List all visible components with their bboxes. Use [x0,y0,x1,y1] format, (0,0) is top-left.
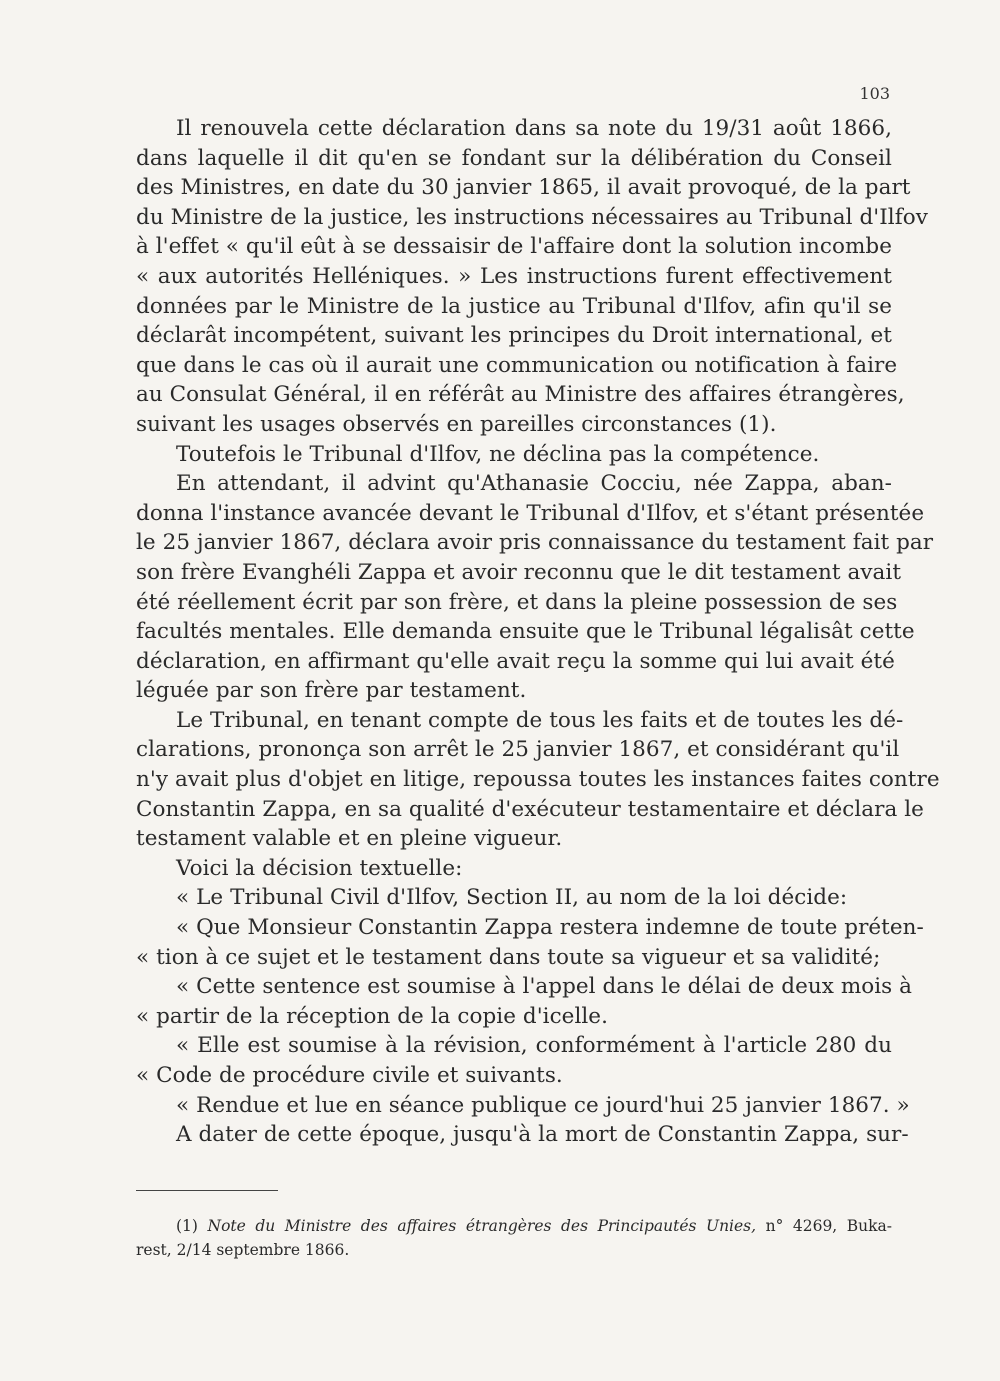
footnote-marker: (1) [176,1217,198,1235]
text-line: des Ministres, en date du 30 janvier 1865, il avait provoqué, de la part [136,175,911,201]
text-line: « Code de procédure civile et suivants. [136,1063,563,1088]
text-line: « Elle est soumise à la révision, conformément à l'article 280 du [176,1033,892,1059]
text-line: à l'effet « qu'il eût à se dessaisir de l'affaire dont la solution incombe [136,234,892,260]
text-line: son frère Evanghéli Zappa et avoir reconnu que le dit testament avait [136,559,902,585]
text-line: léguée par son frère par testament. [136,678,527,704]
text-line: clarations, prononça son arrêt le 25 janvier 1867, et considérant qu'il [136,737,900,763]
text-line: Constantin Zappa, en sa qualité d'exécuteur testamentaire et déclara le [136,796,924,822]
text-line: déclaration, en affirmant qu'elle avait reçu la somme qui lui avait été [136,648,895,674]
text-line: Voici la décision textuelle: [176,855,463,881]
text-line: « Cette sentence est soumise à l'appel dans le délai de deux mois à [176,974,913,1000]
text-line: le 25 janvier 1867, déclara avoir pris connaissance du testament fait par [136,530,934,556]
footnote-reference: n° 4269, Buka- [765,1217,892,1235]
text-line: Toutefois le Tribunal d'Ilfov, ne déclina pas la compétence. [176,441,820,467]
text-line: Il renouvela cette déclaration dans sa note du 19/31 août 1866, [176,116,892,141]
footnote-divider [136,1190,278,1191]
text-line: En attendant, il advint qu'Athanasie Cocciu, née Zappa, aban- [176,471,892,497]
text-line: « aux autorités Helléniques. » Les instructions furent effectivement [136,263,892,289]
text-line: Le Tribunal, en tenant compte de tous les faits et de toutes les dé- [176,707,904,733]
text-line: donna l'instance avancée devant le Tribunal d'Ilfov, et s'étant présentée [136,500,925,526]
text-line: dans laquelle il dit qu'en se fondant sur la délibération du Conseil [136,145,892,171]
text-line: n'y avait plus d'objet en litige, repoussa toutes les instances faites contre [136,767,940,793]
page-number: 103 [859,84,890,103]
text-line: testament valable et en pleine vigueur. [136,826,563,852]
footnote-line [136,1214,892,1238]
text-line: facultés mentales. Elle demanda ensuite que le Tribunal légalisât cette [136,619,915,645]
text-line: du Ministre de la justice, les instructions nécessaires au Tribunal d'Ilfov [136,204,928,230]
text-line: données par le Ministre de la justice au Tribunal d'Ilfov, afin qu'il se [136,293,892,319]
footnote-citation: Note du Ministre des affaires étrangères des Principautés Unies, [207,1217,757,1235]
body-text [136,114,940,1150]
text-line: « tion à ce sujet et le testament dans toute sa vigueur et sa validité; [136,944,881,970]
footnote-line: rest, 2/14 septembre 1866. [136,1241,350,1259]
text-line: au Consulat Général, il en référât au Ministre des affaires étrangères, [136,382,905,408]
text-line: que dans le cas où il aurait une communication ou notification à faire [136,352,898,378]
text-line: suivant les usages observés en pareilles circonstances (1). [136,411,777,437]
footnote [136,1214,892,1262]
text-line: « Rendue et lue en séance publique ce jourd'hui 25 janvier 1867. » [176,1092,910,1118]
text-line: « Que Monsieur Constantin Zappa restera indemne de toute préten- [176,915,924,941]
text-line: été réellement écrit par son frère, et dans la pleine possession de ses [136,589,898,615]
text-line: « partir de la réception de la copie d'icelle. [136,1003,608,1029]
text-line: « Le Tribunal Civil d'Ilfov, Section II, au nom de la loi décide: [176,885,848,911]
text-line: A dater de cette époque, jusqu'à la mort de Constantin Zappa, sur- [176,1122,909,1148]
text-line: déclarât incompétent, suivant les principes du Droit international, et [136,323,892,349]
